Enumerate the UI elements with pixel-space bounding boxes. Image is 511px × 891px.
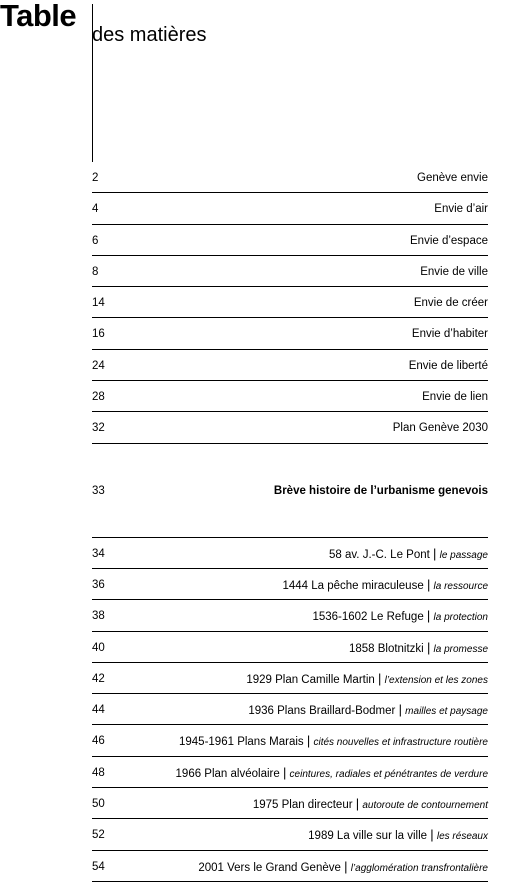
toc-row[interactable] [92, 788, 488, 819]
toc-entry [308, 828, 488, 844]
toc-title: 1945-1961 Plans Marais [179, 736, 304, 749]
toc-subtitle: autoroute de contournement [362, 800, 488, 812]
toc-row[interactable] [92, 412, 488, 443]
table-of-contents [92, 162, 488, 882]
separator: | [426, 639, 431, 655]
toc-page-number: 46 [92, 735, 105, 748]
toc-row[interactable] [92, 256, 488, 287]
toc-subtitle: mailles et paysage [405, 706, 488, 718]
toc-title: Plan Genève 2030 [392, 422, 488, 435]
toc-title: 2001 Vers le Grand Genève [198, 861, 341, 874]
toc-entry [198, 860, 488, 876]
toc-subtitle: la promesse [433, 643, 488, 655]
toc-row[interactable] [92, 569, 488, 600]
toc-page-number: 24 [92, 359, 105, 372]
toc-page-number: 50 [92, 798, 105, 811]
toc-title: 1989 La ville sur la ville [308, 830, 428, 843]
toc-row[interactable] [92, 287, 488, 318]
toc-subtitle: le passage [439, 549, 488, 561]
toc-title: 1536-1602 Le Refuge [312, 611, 424, 624]
toc-subtitle: ceintures, radiales et pénétrantes de verdure [289, 768, 488, 780]
toc-title: Envie de liberté [408, 359, 488, 372]
toc-title: Envie de créer [413, 297, 488, 310]
toc-page-number: 52 [92, 829, 105, 842]
toc-entry [282, 578, 488, 594]
toc-row[interactable] [92, 538, 488, 569]
separator: | [306, 733, 311, 749]
separator: | [426, 576, 431, 592]
page-title-sub: des matières [92, 24, 207, 46]
toc-page-number: 48 [92, 766, 105, 779]
toc-title: 1966 Plan alvéolaire [175, 767, 280, 780]
toc-row[interactable] [92, 350, 488, 381]
toc-entry [248, 703, 488, 719]
toc-row[interactable] [92, 381, 488, 412]
toc-page-number: 32 [92, 422, 105, 435]
toc-entry [253, 797, 488, 813]
toc-title: Envie de ville [420, 265, 488, 278]
toc-entry [179, 734, 488, 750]
separator: | [355, 796, 360, 812]
toc-page-number: 8 [92, 265, 99, 278]
toc-entry [246, 672, 488, 688]
toc-section-title: Brève histoire de l’urbanisme genevois [273, 484, 488, 497]
toc-page-number: 44 [92, 704, 105, 717]
separator: | [344, 858, 348, 874]
toc-page-number: 28 [92, 391, 105, 404]
toc-page-number: 2 [92, 172, 99, 184]
toc-entry [176, 766, 488, 782]
separator: | [378, 670, 382, 686]
toc-row[interactable] [92, 819, 488, 850]
toc-row[interactable] [92, 632, 488, 663]
toc-entry [349, 641, 488, 657]
toc-title: Envie d’habiter [411, 328, 488, 341]
separator: | [433, 545, 437, 561]
toc-row[interactable] [92, 663, 488, 694]
toc-title: Genève envie [417, 172, 488, 184]
toc-entry [312, 609, 488, 625]
toc-subtitle: l’agglomération transfrontalière [350, 862, 488, 874]
page-title-main: Table [0, 0, 77, 33]
toc-subtitle: cités nouvelles et infrastructure routière [313, 737, 488, 749]
toc-title: 1444 La pêche miraculeuse [282, 579, 424, 592]
toc-row[interactable] [92, 162, 488, 193]
toc-row[interactable] [92, 757, 488, 788]
toc-page-number: 33 [92, 484, 105, 497]
toc-subtitle: la ressource [433, 580, 488, 592]
toc-subtitle: l’extension et les zones [384, 674, 488, 686]
separator: | [426, 608, 431, 624]
toc-page-number: 14 [92, 297, 105, 310]
toc-title: Envie d’espace [410, 234, 488, 247]
toc-row[interactable] [92, 193, 488, 224]
toc-row[interactable] [92, 725, 488, 756]
toc-page-number: 16 [92, 328, 105, 341]
toc-title: 1929 Plan Camille Martin [246, 673, 375, 686]
toc-title: 1858 Blotnitzki [348, 642, 424, 655]
toc-page-number: 38 [92, 610, 105, 623]
toc-section-row[interactable] [92, 444, 488, 538]
toc-subtitle: les réseaux [436, 831, 488, 843]
toc-page-number: 40 [92, 641, 105, 654]
toc-page-number: 54 [92, 860, 105, 873]
toc-page-number: 4 [92, 203, 99, 216]
toc-row[interactable] [92, 694, 488, 725]
toc-subtitle: la protection [433, 612, 488, 624]
separator: | [430, 827, 434, 843]
toc-row[interactable] [92, 600, 488, 631]
toc-entry [329, 547, 488, 563]
toc-page-number: 42 [92, 672, 105, 685]
toc-title: Envie de lien [422, 391, 488, 404]
toc-title: Envie d’air [434, 203, 488, 216]
separator: | [282, 764, 287, 780]
toc-title: 58 av. J.-C. Le Pont [329, 548, 430, 561]
toc-page-number: 6 [92, 234, 99, 247]
toc-title: 1975 Plan directeur [252, 799, 353, 812]
toc-title: 1936 Plans Braillard-Bodmer [248, 705, 396, 718]
separator: | [398, 702, 402, 718]
toc-row[interactable] [92, 851, 488, 882]
toc-row[interactable] [92, 318, 488, 349]
toc-page-number: 34 [92, 547, 105, 560]
toc-page-number: 36 [92, 578, 105, 591]
toc-row[interactable] [92, 225, 488, 256]
